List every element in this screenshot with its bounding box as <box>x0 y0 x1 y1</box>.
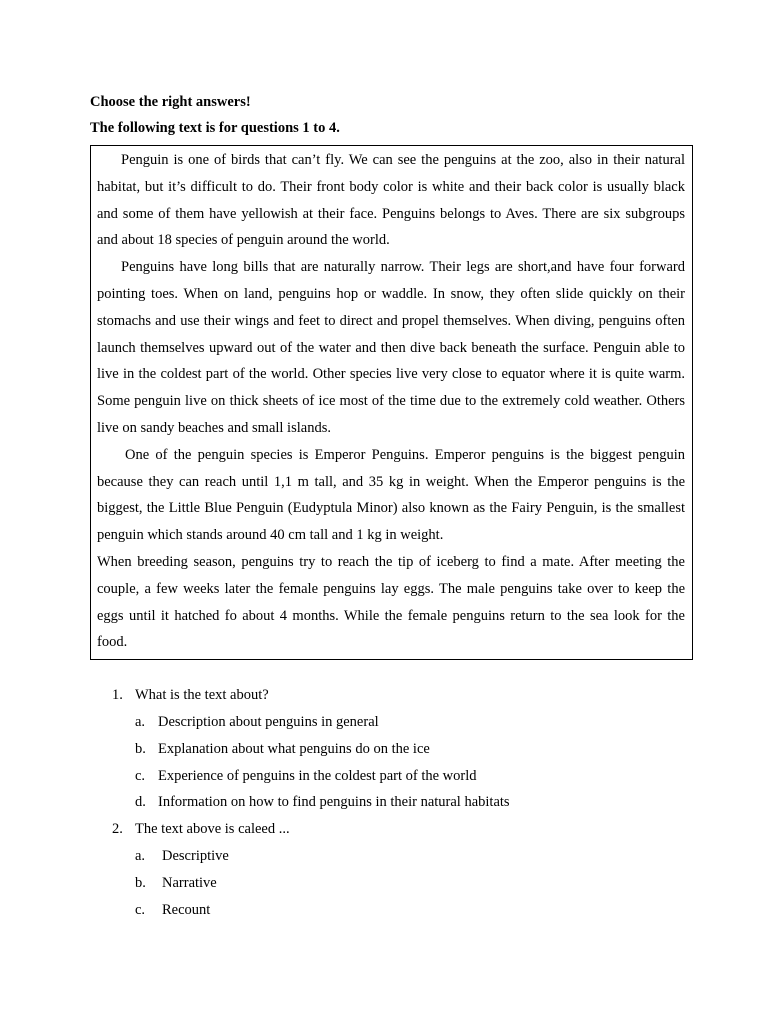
question-2-option-a <box>90 843 693 870</box>
passage-intro-heading: The following text is for questions 1 to 4. <box>90 120 340 136</box>
passage-paragraph-3: One of the penguin species is Emperor Penguins. Emperor penguins is the biggest penguin because they can reach until 1,1 m tall, and 35 kg in weight. When the Emperor penguins is the biggest, the Little Blue Penguin (Eudyptula Minor) also known as the Fairy Penguin, is the smallest penguin which stands around 40 cm tall and 1 kg in weight. <box>97 446 685 544</box>
question-list <box>90 682 693 923</box>
option-letter: b. <box>135 740 146 757</box>
option-letter: a. <box>135 847 146 864</box>
question-number: 1. <box>112 687 123 704</box>
question-2 <box>90 816 693 843</box>
question-1 <box>90 682 693 709</box>
option-text: Explanation about what penguins do on the ice <box>158 740 430 757</box>
question-2-option-c <box>90 897 693 924</box>
option-text: Experience of penguins in the coldest part of the world <box>158 767 477 784</box>
question-1-option-c <box>90 763 693 790</box>
option-text: Narrative <box>162 874 217 891</box>
option-letter: d. <box>135 794 146 811</box>
option-letter: c. <box>135 901 146 918</box>
question-text: What is the text about? <box>135 687 269 704</box>
question-number: 2. <box>112 821 123 838</box>
instruction-heading: Choose the right answers! <box>90 94 251 110</box>
option-letter: b. <box>135 874 146 891</box>
passage-paragraph-4: When breeding season, penguins try to reach the tip of iceberg to find a mate. After meeting the couple, a few weeks later the female penguins lay eggs. The male penguins take over to keep the eggs until it hatched fo about 4 months. While the female penguins return to the sea look for the food. <box>97 553 685 651</box>
passage-paragraph-1: Penguin is one of birds that can’t fly. We can see the penguins at the zoo, also in their natural habitat, but it’s difficult to do. Their front body color is white and their back color is usually black and some of them have yellowish at their face. Penguins belongs to Aves. There are six subgroups and about 18 species of penguin around the world. <box>97 152 685 249</box>
option-text: Recount <box>162 901 211 918</box>
worksheet-page <box>90 89 693 923</box>
question-1-option-a <box>90 709 693 736</box>
question-2-option-b <box>90 870 693 897</box>
question-1-option-d <box>90 789 693 816</box>
reading-passage-box <box>90 145 693 660</box>
question-text: The text above is caleed ... <box>135 821 290 838</box>
option-text: Descriptive <box>162 847 229 864</box>
option-letter: c. <box>135 767 146 784</box>
question-1-option-b <box>90 736 693 763</box>
option-letter: a. <box>135 713 146 730</box>
option-text: Information on how to find penguins in their natural habitats <box>158 794 510 811</box>
passage-paragraph-2: Penguins have long bills that are naturally narrow. Their legs are short,and have four forward pointing toes. When on land, penguins hop or waddle. In snow, they often slide quickly on their stomachs and use their wings and feet to direct and propel themselves. When diving, penguins often launch themselves upward out of the water and then dive back beneath the surface. Penguin able to live in the coldest part of the world. Other species live very close to equator where it is quite warm. Some penguin live on thick sheets of ice most of the time due to the extremely cold weather. Others live on sandy beaches and small islands. <box>97 259 685 436</box>
option-text: Description about penguins in general <box>158 713 379 730</box>
